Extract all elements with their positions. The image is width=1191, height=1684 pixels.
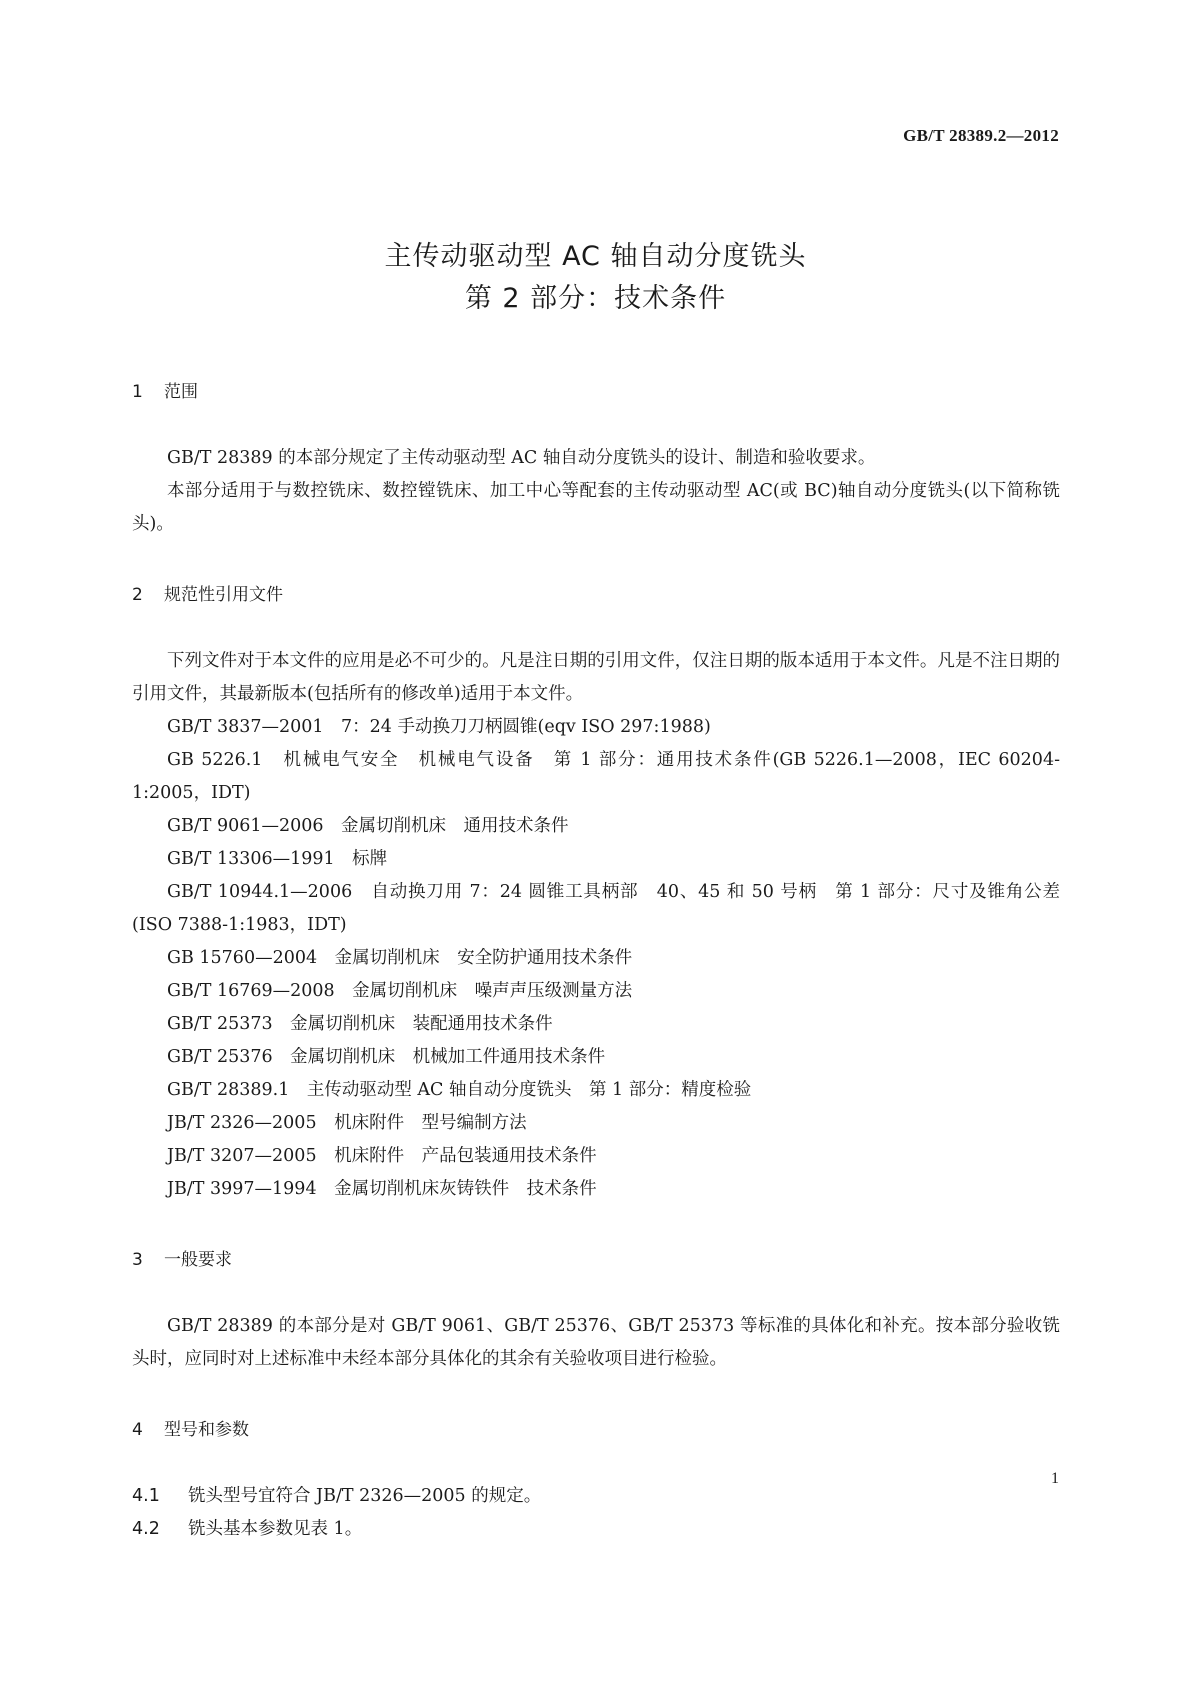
reference-item: JB/T 2326—2005 机床附件 型号编制方法: [167, 1113, 527, 1133]
reference-item: GB/T 9061—2006 金属切削机床 通用技术条件: [167, 816, 569, 836]
reference-item: JB/T 3997—1994 金属切削机床灰铸铁件 技术条件: [167, 1179, 597, 1199]
clause-number: 4.2: [132, 1519, 160, 1539]
section-1-heading: [132, 380, 1060, 404]
section-title: 范围: [164, 382, 198, 402]
clause-4-2: [132, 1513, 1060, 1546]
section-number: 2: [132, 585, 143, 605]
reference-item: GB/T 25373 金属切削机床 装配通用技术条件: [167, 1014, 553, 1034]
clause-text: 铣头基本参数见表 1。: [188, 1519, 363, 1539]
reference-item: GB/T 10944.1—2006 自动换刀用 7：24 圆锥工具柄部 40、45 和 50 号柄 第 1 部分：尺寸及锥角公差(ISO 7388-1:1983，IDT): [132, 882, 1060, 935]
section-title: 一般要求: [164, 1250, 232, 1270]
reference-item: GB/T 25376 金属切削机床 机械加工件通用技术条件: [167, 1047, 606, 1067]
document-body: [132, 380, 1060, 1546]
scope-paragraph-1: GB/T 28389 的本部分规定了主传动驱动型 AC 轴自动分度铣头的设计、制造和验收要求。: [167, 448, 876, 468]
reference-item: JB/T 3207—2005 机床附件 产品包装通用技术条件: [167, 1146, 597, 1166]
section-title: 规范性引用文件: [164, 585, 283, 605]
document-title-line1: 主传动驱动型 AC 轴自动分度铣头: [384, 241, 807, 272]
section-title: 型号和参数: [164, 1420, 249, 1440]
section-4-heading: [132, 1418, 1060, 1442]
section-number: 1: [132, 382, 143, 402]
references-intro: 下列文件对于本文件的应用是必不可少的。凡是注日期的引用文件，仅注日期的版本适用于本文件。凡是不注日期的引用文件，其最新版本(包括所有的修改单)适用于本文件。: [132, 651, 1060, 704]
reference-item: GB/T 16769—2008 金属切削机床 噪声声压级测量方法: [167, 981, 633, 1001]
reference-item: GB/T 3837—2001 7：24 手动换刀刀柄圆锥(eqv ISO 297:1988): [167, 717, 711, 737]
clause-text: 铣头型号宜符合 JB/T 2326—2005 的规定。: [188, 1486, 542, 1506]
standard-code: GB/T 28389.2—2012: [903, 126, 1059, 145]
document-title-line2: 第 2 部分：技术条件: [464, 283, 727, 314]
section-3-heading: [132, 1248, 1060, 1272]
section-2-heading: [132, 583, 1060, 607]
scope-paragraph-2: 本部分适用于与数控铣床、数控镗铣床、加工中心等配套的主传动驱动型 AC(或 BC)轴自动分度铣头(以下简称铣头)。: [132, 481, 1060, 534]
page-number: 1: [1051, 1470, 1059, 1487]
reference-item: GB/T 28389.1 主传动驱动型 AC 轴自动分度铣头 第 1 部分：精度检验: [167, 1080, 752, 1100]
reference-item: GB 5226.1 机械电气安全 机械电气设备 第 1 部分：通用技术条件(GB 5226.1—2008，IEC 60204-1:2005，IDT): [132, 750, 1060, 803]
section-number: 4: [132, 1420, 143, 1440]
clause-number: 4.1: [132, 1486, 160, 1506]
reference-item: GB 15760—2004 金属切削机床 安全防护通用技术条件: [167, 948, 633, 968]
clause-4-1: [132, 1480, 1060, 1513]
general-requirements-paragraph: GB/T 28389 的本部分是对 GB/T 9061、GB/T 25376、GB/T 25373 等标准的具体化和补充。按本部分验收铣头时，应同时对上述标准中未经本部分具体化的其余有关验收项目进行检验。: [132, 1316, 1060, 1369]
reference-item: GB/T 13306—1991 标牌: [167, 849, 388, 869]
section-number: 3: [132, 1250, 143, 1270]
